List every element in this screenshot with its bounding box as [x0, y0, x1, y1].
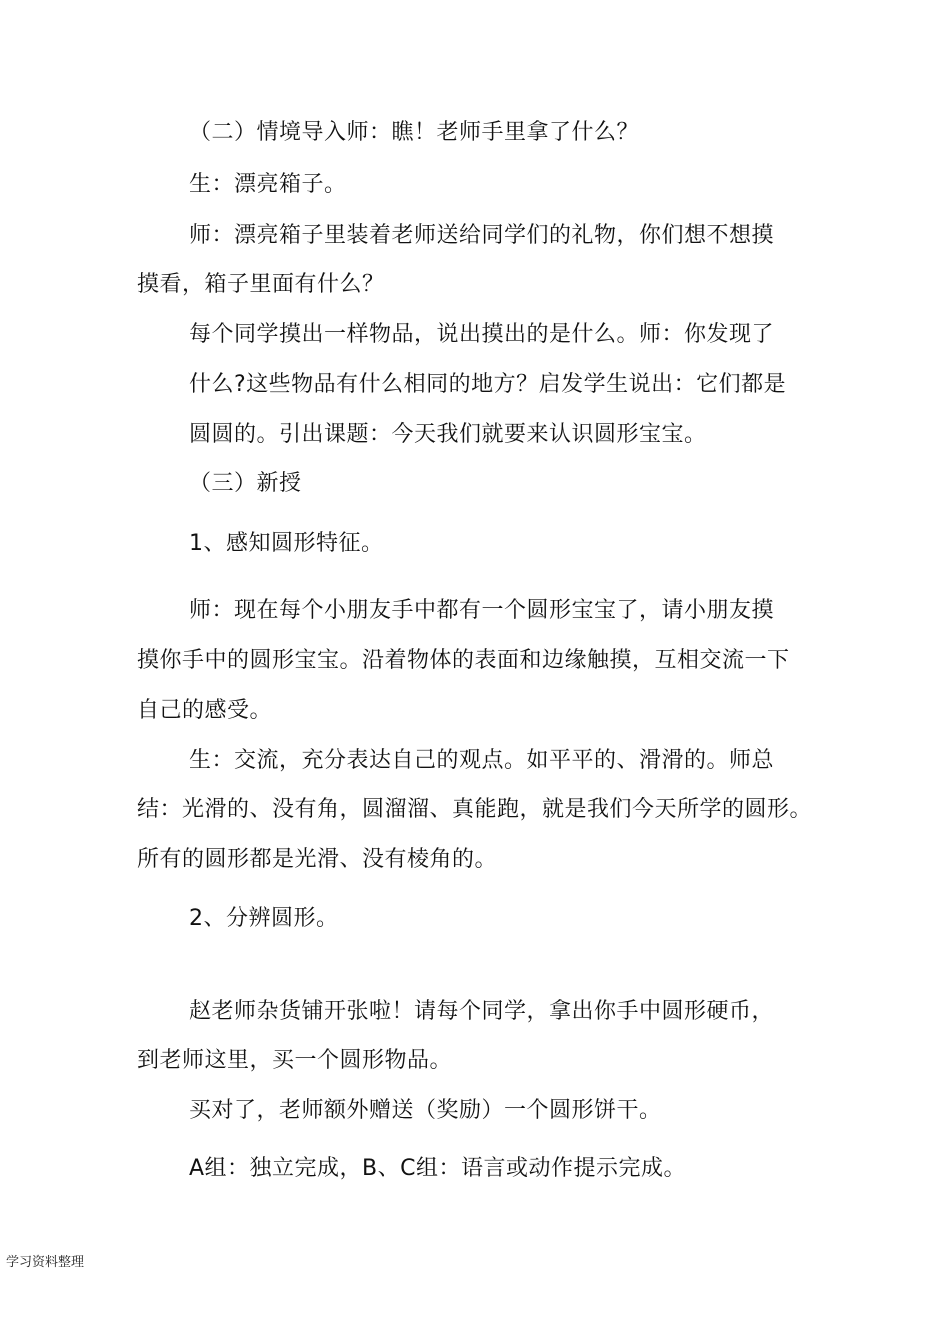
paragraph-line: 结：光滑的、没有角，圆溜溜、真能跑，就是我们今天所学的圆形。 — [137, 797, 813, 822]
paragraph-line: 每个同学摸出一样物品，说出摸出的是什么。师：你发现了 — [189, 322, 775, 347]
paragraph-line: 赵老师杂货铺开张啦！请每个同学，拿出你手中圆形硬币， — [189, 999, 775, 1024]
paragraph-line: 生：交流，充分表达自己的观点。如平平的、滑滑的。师总 — [189, 748, 775, 773]
paragraph-line: 到老师这里，买一个圆形物品。 — [137, 1048, 453, 1073]
subsection-heading-distinguish: 2、分辨圆形。 — [189, 906, 339, 931]
paragraph-line: 自己的感受。 — [137, 698, 273, 723]
paragraph-line: A组：独立完成，B、C组：语言或动作提示完成。 — [189, 1156, 687, 1181]
paragraph-line: 生：漂亮箱子。 — [189, 172, 347, 197]
section-heading-scenario: （二）情境导入师：瞧！老师手里拿了什么？ — [189, 120, 640, 145]
paragraph-line: 买对了，老师额外赠送（奖励）一个圆形饼干。 — [189, 1098, 662, 1123]
paragraph-line: 摸你手中的圆形宝宝。沿着物体的表面和边缘触摸，互相交流一下 — [137, 648, 790, 673]
section-heading-new-lesson: （三）新授 — [189, 471, 302, 496]
paragraph-line: 所有的圆形都是光滑、没有棱角的。 — [137, 847, 498, 872]
paragraph-line: 师：现在每个小朋友手中都有一个圆形宝宝了，请小朋友摸 — [189, 598, 775, 623]
subsection-heading-perceive: 1、感知圆形特征。 — [189, 531, 384, 556]
paragraph-line: 摸看，箱子里面有什么？ — [137, 272, 385, 297]
paragraph-line: 圆圆的。引出课题：今天我们就要来认识圆形宝宝。 — [189, 422, 707, 447]
footer-note: 学习资料整理 — [6, 1255, 85, 1270]
paragraph-line: 师：漂亮箱子里装着老师送给同学们的礼物，你们想不想摸 — [189, 223, 775, 248]
paragraph-line: 什么?这些物品有什么相同的地方？启发学生说出：它们都是 — [189, 372, 787, 397]
